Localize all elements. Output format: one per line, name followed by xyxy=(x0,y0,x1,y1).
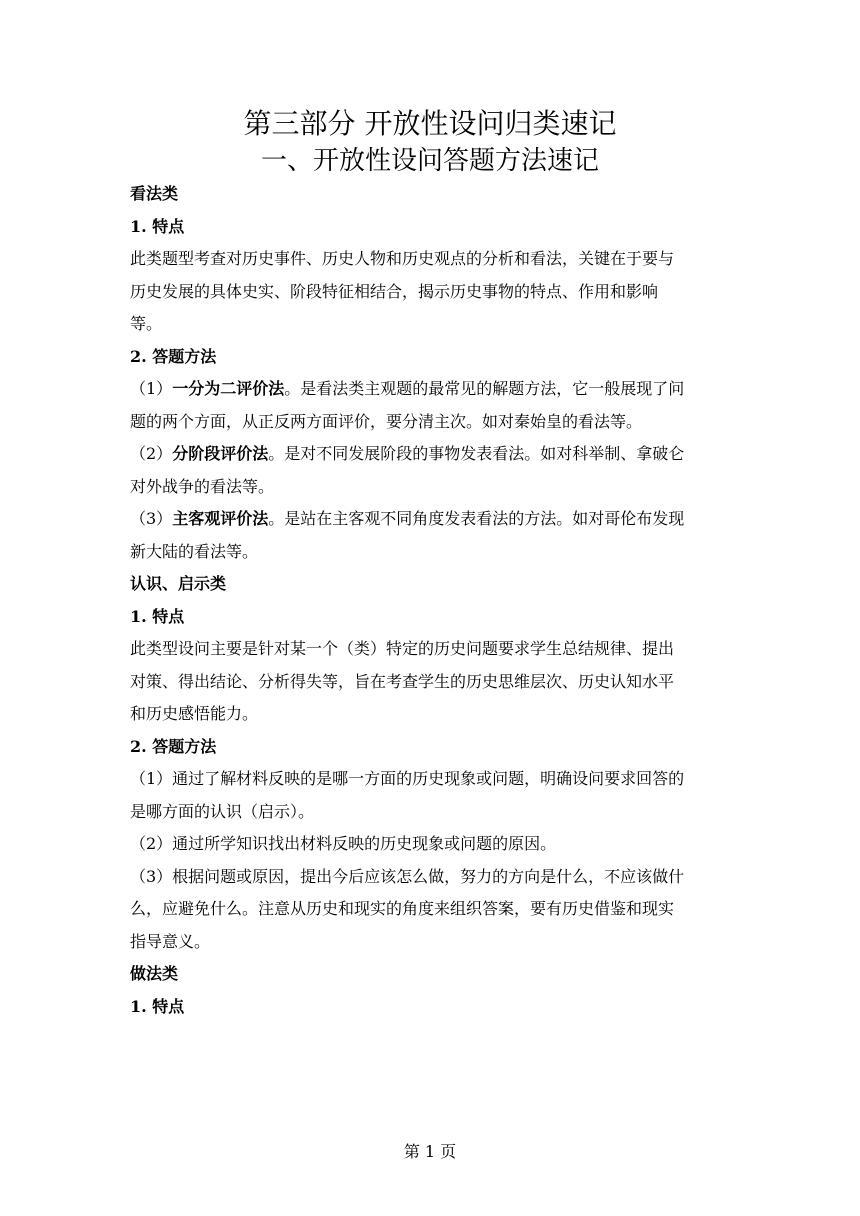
method-label: 2. 答题方法 xyxy=(130,346,217,366)
method-line: （2）通过所学知识找出材料反映的历史现象或问题的原因。 xyxy=(130,834,557,853)
method-item xyxy=(130,373,730,406)
method-name: 分阶段评价法 xyxy=(172,444,269,463)
section-practice xyxy=(130,958,730,1023)
paragraph-line: 历史发展的具体史实、阶段特征相结合，揭示历史事物的特点、作用和影响 xyxy=(130,281,659,301)
method-text-continued: 题的两个方面，从正反两方面评价，要分清主次。如对秦始皇的看法等。 xyxy=(130,411,643,431)
section-heading: 做法类 xyxy=(130,964,179,983)
paragraph-line: 等。 xyxy=(130,314,163,333)
section-insight xyxy=(130,568,730,958)
method-item xyxy=(130,438,730,471)
method-line: 指导意义。 xyxy=(130,931,211,951)
document-content xyxy=(130,104,730,1023)
section-opinion xyxy=(130,178,730,568)
paragraph-line: 和历史感悟能力。 xyxy=(130,704,259,723)
method-text: 。是站在主客观不同角度发表看法的方法。如对哥伦布发现 xyxy=(268,509,685,528)
method-line: （1）通过了解材料反映的是哪一方面的历史现象或问题，明确设问要求回答的 xyxy=(130,769,685,788)
method-item xyxy=(130,503,730,536)
paragraph-line: 此类型设问主要是针对某一个（类）特定的历史问题要求学生总结规律、提出 xyxy=(130,639,675,658)
method-name: 一分为二评价法 xyxy=(172,379,285,398)
method-name: 主客观评价法 xyxy=(172,509,269,528)
method-number: （2） xyxy=(130,444,173,463)
method-number: （3） xyxy=(130,509,173,528)
method-label: 2. 答题方法 xyxy=(130,736,217,756)
method-text-continued: 对外战争的看法等。 xyxy=(130,476,275,496)
page-number: 第 1 页 xyxy=(403,1142,457,1161)
method-line: 么，应避免什么。注意从历史和现实的角度来组织答案，要有历史借鉴和现实 xyxy=(130,899,675,918)
paragraph-line: 对策、得出结论、分析得失等，旨在考查学生的历史思维层次、历史认知水平 xyxy=(130,671,675,691)
method-number: （1） xyxy=(130,379,173,398)
section-heading: 认识、启示类 xyxy=(130,574,227,593)
method-line: （3）根据问题或原因，提出今后应该怎么做，努力的方向是什么，不应该做什 xyxy=(130,866,685,886)
feature-label: 1. 特点 xyxy=(130,606,185,626)
feature-label: 1. 特点 xyxy=(130,216,185,236)
method-text: 。是对不同发展阶段的事物发表看法。如对科举制、拿破仑 xyxy=(268,444,685,463)
method-text: 。是看法类主观题的最常见的解题方法，它一般展现了问 xyxy=(284,379,685,398)
page-title: 第三部分 开放性设问归类速记 xyxy=(243,107,617,140)
method-text-continued: 新大陆的看法等。 xyxy=(130,541,259,561)
section-heading: 看法类 xyxy=(130,184,179,203)
paragraph-line: 此类题型考查对历史事件、历史人物和历史观点的分析和看法，关键在于要与 xyxy=(130,249,675,268)
page-subtitle: 一、开放性设问答题方法速记 xyxy=(260,146,599,176)
feature-label: 1. 特点 xyxy=(130,996,185,1016)
method-line: 是哪方面的认识（启示）。 xyxy=(130,801,315,821)
